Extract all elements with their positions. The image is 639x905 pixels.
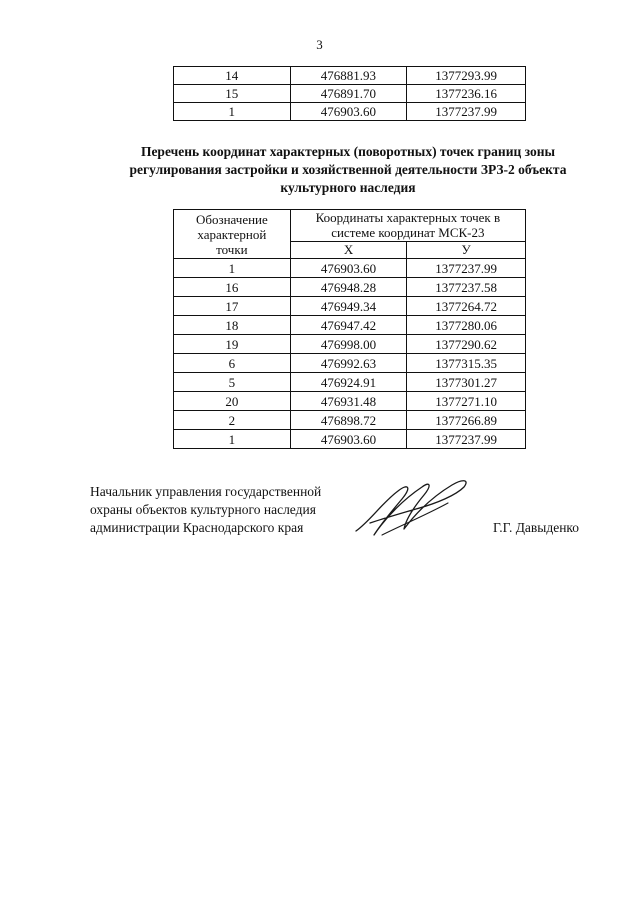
point-id-cell: 18 [174, 316, 291, 335]
y-coordinate-cell: 1377290.62 [407, 335, 526, 354]
y-coordinate-cell: 1377266.89 [407, 411, 526, 430]
point-id-cell: 14 [174, 67, 291, 85]
point-id-cell: 5 [174, 373, 291, 392]
table-row [174, 335, 526, 354]
table-row [174, 259, 526, 278]
coordinates-header: Координаты характерных точек в системе координат МСК-23 [290, 210, 525, 242]
point-id-cell: 19 [174, 335, 291, 354]
signatory-title-line: Начальник управления государственной [90, 484, 322, 499]
x-coordinate-cell: 476924.91 [290, 373, 407, 392]
handwritten-signature [352, 473, 482, 543]
x-coordinate-cell: 476903.60 [290, 103, 407, 121]
x-column-header: Х [290, 241, 407, 258]
table-row [174, 316, 526, 335]
y-coordinate-cell: 1377271.10 [407, 392, 526, 411]
page-number: 3 [316, 37, 323, 52]
x-coordinate-cell: 476931.48 [290, 392, 407, 411]
y-coordinate-cell: 1377315.35 [407, 354, 526, 373]
x-coordinate-cell: 476891.70 [290, 85, 407, 103]
x-coordinate-cell: 476992.63 [290, 354, 407, 373]
signatory-title-line: администрации Краснодарского края [90, 520, 304, 535]
x-coordinate-cell: 476949.34 [290, 297, 407, 316]
x-coordinate-cell: 476898.72 [290, 411, 407, 430]
y-coordinate-cell: 1377301.27 [407, 373, 526, 392]
signatory-title-line: охраны объектов культурного наследия [90, 502, 316, 517]
heading-line: регулирования застройки и хозяйственной деятельности ЗРЗ-2 объекта [129, 162, 567, 177]
point-id-cell: 1 [174, 259, 291, 278]
y-coordinate-cell: 1377237.99 [407, 259, 526, 278]
y-coordinate-cell: 1377293.99 [407, 67, 526, 85]
point-id-cell: 17 [174, 297, 291, 316]
y-coordinate-cell: 1377237.99 [407, 103, 526, 121]
coordinates-table-continued [173, 66, 526, 121]
point-id-cell: 20 [174, 392, 291, 411]
y-coordinate-cell: 1377280.06 [407, 316, 526, 335]
point-id-cell: 16 [174, 278, 291, 297]
x-coordinate-cell: 476903.60 [290, 430, 407, 449]
y-coordinate-cell: 1377236.16 [407, 85, 526, 103]
point-designation-header: Обозначение характерной точки [174, 210, 291, 259]
point-id-cell: 1 [174, 103, 291, 121]
y-coordinate-cell: 1377237.99 [407, 430, 526, 449]
table-row [174, 430, 526, 449]
section-heading [100, 143, 596, 197]
x-coordinate-cell: 476903.60 [290, 259, 407, 278]
x-coordinate-cell: 476948.28 [290, 278, 407, 297]
signatory-name: Г.Г. Давыденко [493, 520, 580, 535]
table-row [174, 373, 526, 392]
x-coordinate-cell: 476998.00 [290, 335, 407, 354]
coordinates-table-zrz2 [173, 209, 526, 449]
point-id-cell: 15 [174, 85, 291, 103]
point-id-cell: 2 [174, 411, 291, 430]
table-row [174, 392, 526, 411]
heading-line: Перечень координат характерных (поворотных) точек границ зоны [140, 144, 556, 159]
heading-line: культурного наследия [280, 180, 416, 195]
table-row [174, 67, 526, 85]
point-id-cell: 1 [174, 430, 291, 449]
table-row [174, 297, 526, 316]
table-row [174, 103, 526, 121]
table-row [174, 278, 526, 297]
point-id-cell: 6 [174, 354, 291, 373]
table-row [174, 85, 526, 103]
y-coordinate-cell: 1377264.72 [407, 297, 526, 316]
table-row [174, 354, 526, 373]
signatory-title [90, 483, 321, 537]
y-column-header: У [407, 241, 526, 258]
table-row [174, 411, 526, 430]
table-header-row [174, 210, 526, 242]
x-coordinate-cell: 476881.93 [290, 67, 407, 85]
y-coordinate-cell: 1377237.58 [407, 278, 526, 297]
x-coordinate-cell: 476947.42 [290, 316, 407, 335]
